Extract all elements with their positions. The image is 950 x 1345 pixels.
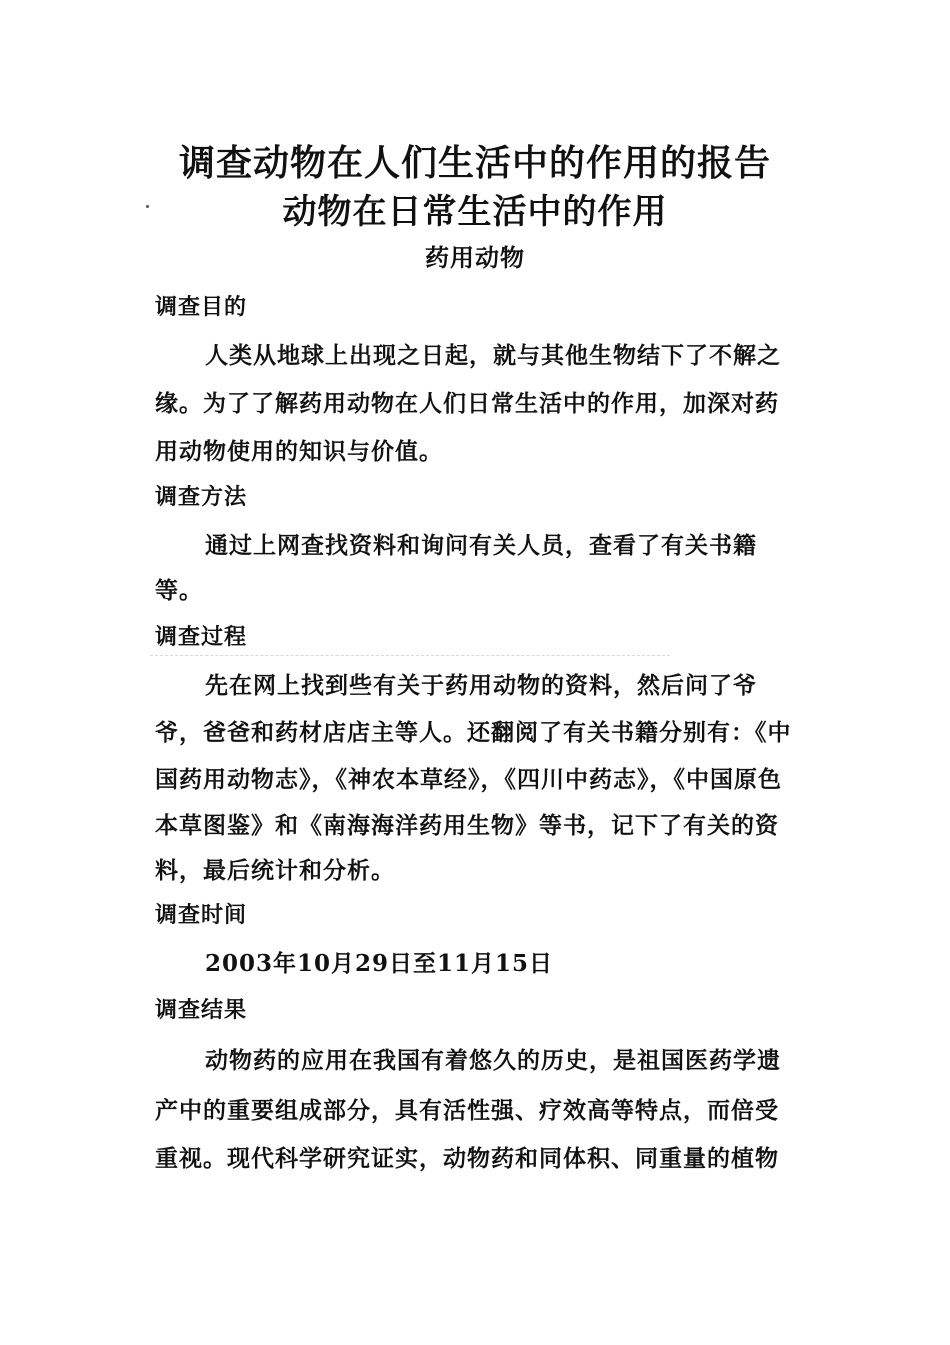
survey-date-range: 2003年10月29日至11月15日 xyxy=(205,950,554,977)
paragraph-line: 重视。现代科学研究证实，动物药和同体积、同重量的植物 xyxy=(155,1145,779,1172)
paragraph-line: 料，最后统计和分析。 xyxy=(155,857,395,884)
section-heading-method: 调查方法 xyxy=(155,484,248,510)
paragraph-line: 国药用动物志》，《神农本草经》，《四川中药志》，《中国原色 xyxy=(155,766,782,793)
paragraph-line: 缘。为了了解药用动物在人们日常生活中的作用，加深对药 xyxy=(155,390,779,417)
section-heading-time: 调查时间 xyxy=(155,902,248,928)
report-subtitle: 动物在日常生活中的作用 xyxy=(282,192,668,232)
section-heading-purpose: 调查目的 xyxy=(155,294,248,320)
paragraph-line: 等。 xyxy=(155,577,203,604)
paragraph-line: 产中的重要组成部分，具有活性强、疗效高等特点，而倍受 xyxy=(155,1097,779,1124)
report-title: 调查动物在人们生活中的作用的报告 xyxy=(178,142,771,184)
paragraph-line: 用动物使用的知识与价值。 xyxy=(155,438,443,465)
paragraph-line: 本草图鉴》和《南海海洋药用生物》等书，记下了有关的资 xyxy=(155,812,779,839)
scan-artifact-line xyxy=(150,655,670,656)
paragraph-line: 爷，爸爸和药材店店主等人。还翻阅了有关书籍分别有：《中 xyxy=(155,719,792,746)
paragraph-line: 动物药的应用在我国有着悠久的历史，是祖国医药学遗 xyxy=(205,1047,781,1074)
paragraph-line: 人类从地球上出现之日起，就与其他生物结下了不解之 xyxy=(205,342,781,369)
paragraph-line: 先在网上找到些有关于药用动物的资料，然后问了爷 xyxy=(205,672,757,699)
section-heading-result: 调查结果 xyxy=(155,997,248,1023)
report-topic: 药用动物 xyxy=(425,243,525,272)
paragraph-line: 通过上网查找资料和询问有关人员，查看了有关书籍 xyxy=(205,532,757,559)
section-heading-process: 调查过程 xyxy=(155,624,248,650)
